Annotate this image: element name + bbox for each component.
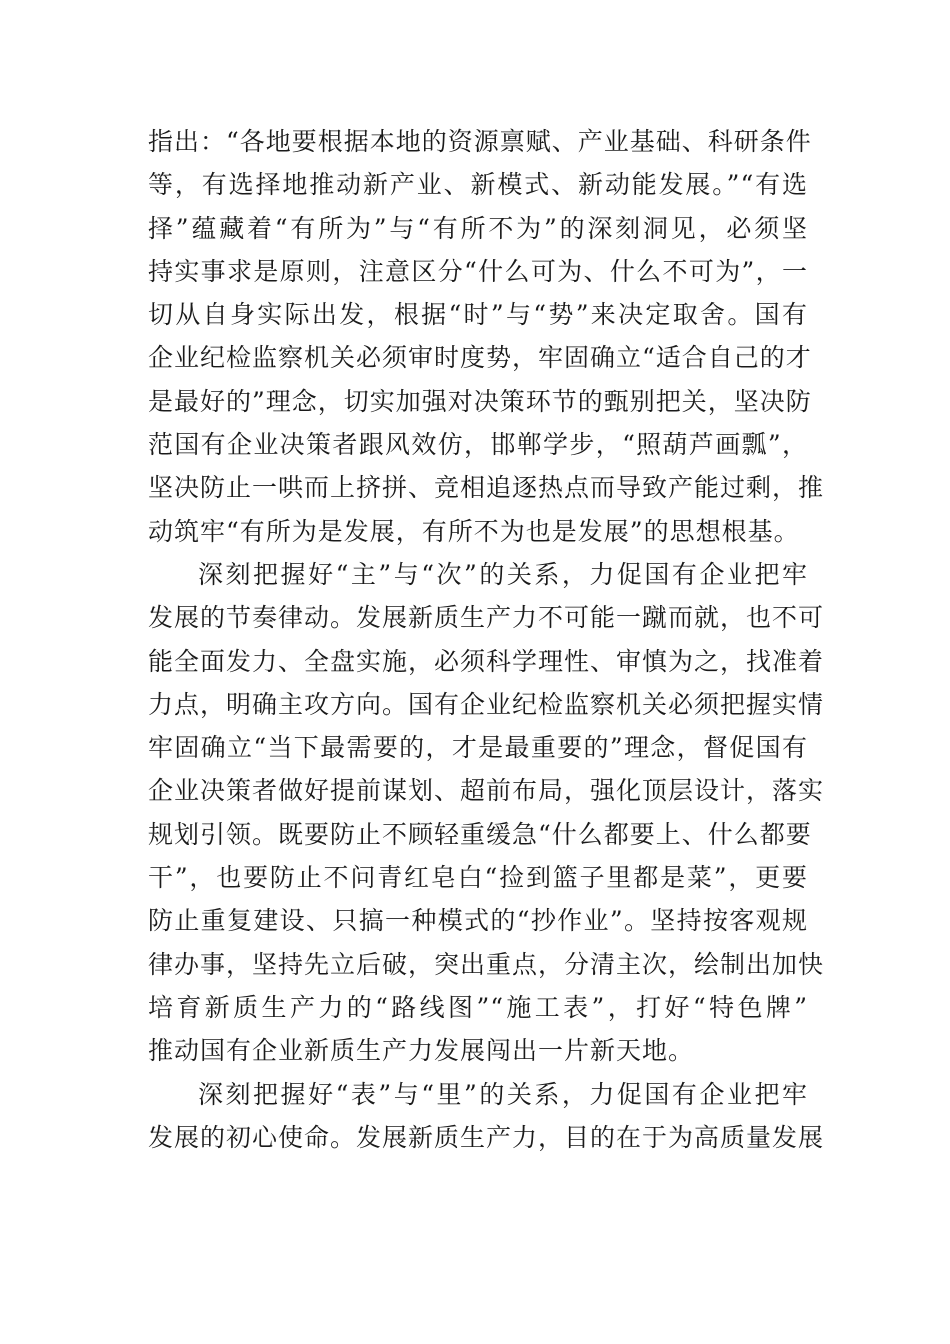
text-line: 坚决防止一哄而上挤拼、竞相追逐热点而导致产能过剩，推: [148, 473, 825, 503]
paragraph-2: [148, 553, 825, 1073]
text-line: 干”，也要防止不问青红皂白“捡到篮子里都是菜”，更要: [148, 863, 808, 893]
text-line: 力点，明确主攻方向。国有企业纪检监察机关必须把握实情: [148, 689, 825, 719]
text-line: 是最好的”理念，切实加强对决策环节的甄别把关，坚决防: [148, 386, 812, 416]
text-line: 深刻把握好“主”与“次”的关系，力促国有企业把牢: [198, 559, 808, 589]
text-line: 范国有企业决策者跟风效仿，邯郸学步，“照葫芦画瓢”，: [148, 430, 808, 460]
text-line: 培育新质生产力的“路线图”“施工表”，打好“特色牌”: [148, 992, 808, 1022]
paragraph-3: [148, 1073, 825, 1160]
text-line: 能全面发力、全盘实施，必须科学理性、审慎为之，找准着: [148, 646, 825, 676]
text-line: 企业纪检监察机关必须审时度势，牢固确立“适合自己的才: [148, 343, 812, 373]
text-line: 发展的节奏律动。发展新质生产力不可能一蹴而就，也不可: [148, 603, 825, 633]
text-line: 持实事求是原则，注意区分“什么可为、什么不可为”，一: [148, 256, 808, 286]
text-line: 律办事，坚持先立后破，突出重点，分清主次，绘制出加快: [148, 949, 825, 979]
text-line: 深刻把握好“表”与“里”的关系，力促国有企业把牢: [198, 1079, 808, 1109]
text-line: 等，有选择地推动新产业、新模式、新动能发展。”“有选: [148, 170, 808, 200]
text-line: 推动国有企业新质生产力发展闯出一片新天地。: [148, 1036, 695, 1066]
text-line: 指出：“各地要根据本地的资源禀赋、产业基础、科研条件: [148, 127, 812, 156]
body-text: [148, 120, 825, 1159]
text-line: 牢固确立“当下最需要的，才是最重要的”理念，督促国有: [148, 733, 808, 763]
text-line: 择”蕴藏着“有所为”与“有所不为”的深刻洞见，必须坚: [148, 213, 808, 243]
text-line: 动筑牢“有所为是发展，有所不为也是发展”的思想根基。: [148, 516, 800, 546]
text-line: 发展的初心使命。发展新质生产力，目的在于为高质量发展: [148, 1122, 825, 1152]
text-line: 规划引领。既要防止不顾轻重缓急“什么都要上、什么都要: [148, 819, 812, 849]
text-line: 防止重复建设、只搞一种模式的“抄作业”。坚持按客观规: [148, 906, 808, 936]
text-line: 切从自身实际出发，根据“时”与“势”来决定取舍。国有: [148, 300, 808, 330]
paragraph-1: [148, 120, 825, 553]
text-line: 企业决策者做好提前谋划、超前布局，强化顶层设计，落实: [148, 776, 825, 806]
